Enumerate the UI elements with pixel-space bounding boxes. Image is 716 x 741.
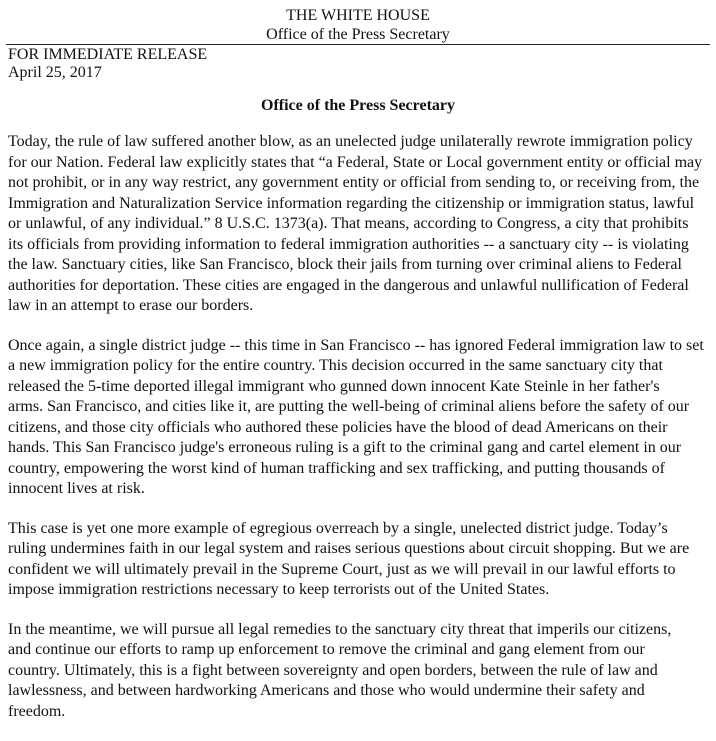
paragraph-line: confident we will ultimately prevail in the Supreme Court, just as we will prevail in our lawful efforts to <box>8 560 676 578</box>
letterhead <box>0 6 716 44</box>
letterhead-org: THE WHITE HOUSE <box>286 7 430 24</box>
paragraph-line: the law. Sanctuary cities, like San Francisco, block their jails from turning over criminal aliens to Federal <box>8 256 682 273</box>
paragraph-line: a new immigration policy for the entire country. This decision occurred in the same sanctuary city that <box>8 357 663 374</box>
paragraph-line: released the 5-time deported illegal immigrant who gunned down innocent Kate Steinle in her father's <box>8 377 660 395</box>
paragraph-line: innocent lives at risk. <box>8 480 145 497</box>
letterhead-office: Office of the Press Secretary <box>266 26 450 43</box>
body-paragraph <box>8 132 713 317</box>
body-paragraph <box>8 620 713 723</box>
paragraph-line: In the meantime, we will pursue all legal remedies to the sanctuary city threat that imperils our citizens, <box>8 620 672 638</box>
paragraph-line: Once again, a single district judge -- this time in San Francisco -- has ignored Federal immigration law to set <box>8 336 704 354</box>
paragraph-line: Immigration and Naturalization Service information regarding the citizenship or immigration status, lawful <box>8 194 695 212</box>
document-body <box>8 132 713 741</box>
release-date: April 25, 2017 <box>8 64 102 81</box>
document-heading: Office of the Press Secretary <box>261 97 455 114</box>
body-paragraph <box>8 336 713 500</box>
paragraph-line: impose immigration restrictions necessary to keep terrorists out of the United States. <box>8 581 550 598</box>
paragraph-line: country. Ultimately, this is a fight between sovereignty and open borders, between the rule of law and <box>8 661 658 679</box>
paragraph-line: freedom. <box>8 702 66 720</box>
body-paragraph <box>8 519 713 601</box>
paragraph-line: authorities for deportation. These cities are engaged in the dangerous and unlawful nullification of Federal <box>8 276 689 294</box>
paragraph-line: arms. San Francisco, and cities like it, are putting the well-being of criminal aliens before the safety of our <box>8 398 690 415</box>
paragraph-line: citizens, and those city officials who authored these policies have the blood of dead Americans on their <box>8 418 668 436</box>
release-info <box>8 46 207 82</box>
paragraph-line: Today, the rule of law suffered another blow, as an unelected judge unilaterally rewrote immigration policy <box>8 133 693 150</box>
paragraph-line: country, empowering the worst kind of human trafficking and sex trafficking, and putting thousands of <box>8 459 665 477</box>
paragraph-line: law in an attempt to erase our borders. <box>8 297 254 314</box>
paragraph-line: not prohibit, or in any way restrict, any government entity or official from sending to, or receiving from, the <box>8 174 700 191</box>
paragraph-line: or unlawful, of any individual.” 8 U.S.C. 1373(a). That means, according to Congress, a city that prohibits <box>8 215 689 232</box>
paragraph-line: lawlessness, and between hardworking Americans and those who would undermine their safety and <box>8 682 645 699</box>
paragraph-line: This case is yet one more example of egregious overreach by a single, unelected district judge. Today’s <box>8 519 668 537</box>
header-divider <box>6 44 710 45</box>
paragraph-line: its officials from providing information to federal immigration authorities -- a sanctuary city -- is violating <box>8 235 689 253</box>
paragraph-line: hands. This San Francisco judge's erroneous ruling is a gift to the criminal gang and cartel element in our <box>8 439 682 456</box>
paragraph-line: for our Nation. Federal law explicitly states that “a Federal, State or Local government entity or official may <box>8 153 703 171</box>
paragraph-line: and continue our efforts to ramp up enforcement to remove the criminal and gang element from our <box>8 641 645 658</box>
paragraph-line: ruling undermines faith in our legal system and raises serious questions about circuit shopping. But we are <box>8 540 690 557</box>
release-label: FOR IMMEDIATE RELEASE <box>8 46 208 63</box>
